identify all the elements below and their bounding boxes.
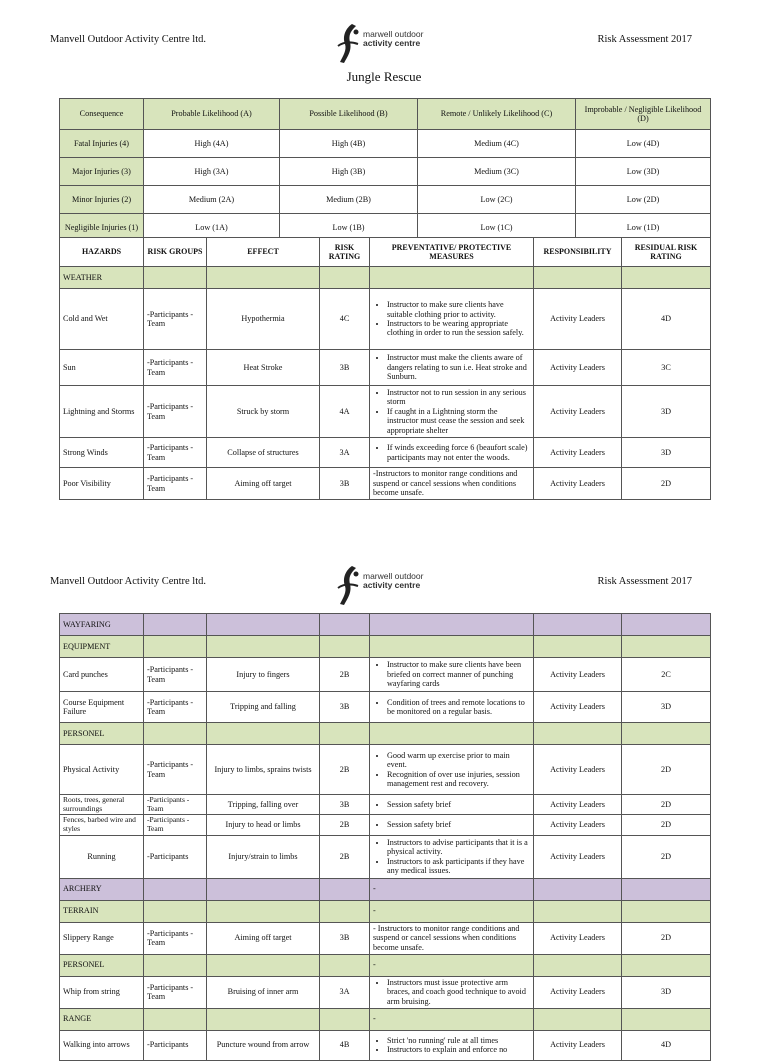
measure-item: • Instructor must make the clients aware of dangers relating to sun i.e. Heat stroke and Sunburn. (387, 353, 530, 381)
measure-item: • Instructors to ask participants if they have any medical issues. (387, 857, 530, 876)
residual-cell: 2C (622, 658, 711, 692)
measure-item: • Instructor to make sure clients have suitable clothing prior to activity. (387, 300, 530, 319)
measures-cell (370, 289, 534, 350)
effect-cell: Tripping and falling (207, 692, 320, 723)
effect-cell: Injury to fingers (207, 658, 320, 692)
measures-cell (370, 815, 534, 835)
measure-item: • Condition of trees and remote locations to be monitored on a regular basis. (387, 698, 530, 717)
effect-cell: Collapse of structures (207, 438, 320, 468)
residual-cell: 2D (622, 468, 711, 500)
table-row (60, 692, 711, 723)
logo-mark-icon (336, 564, 364, 610)
groups-cell: -Participants -Team (144, 350, 207, 386)
likelihood-header: Possible Likelihood (B) (280, 99, 418, 130)
measure-item: • Instructor to make sure clients have been briefed on correct manner of punching wayfaring cards (387, 660, 530, 688)
measure-item: • Good warm up exercise prior to main event. (387, 751, 530, 770)
col-header: EFFECT (207, 238, 320, 267)
groups-cell: -Participants -Team (144, 658, 207, 692)
rating-cell: Low (1C) (418, 214, 576, 242)
residual-cell: 2D (622, 835, 711, 878)
groups-cell: -Participants -Team (144, 468, 207, 500)
likelihood-row (60, 186, 711, 214)
rating-cell: 3A (320, 438, 370, 468)
rating-cell: Low (1D) (576, 214, 711, 242)
rating-cell: 3A (320, 976, 370, 1008)
rating-cell: 3B (320, 922, 370, 954)
effect-cell: Heat Stroke (207, 350, 320, 386)
col-header: RESIDUAL RISK RATING (622, 238, 711, 267)
section-row (60, 954, 711, 976)
section-row (60, 636, 711, 658)
responsibility-cell: Activity Leaders (534, 795, 622, 815)
responsibility-cell: Activity Leaders (534, 386, 622, 438)
hazard-cell: Physical Activity (60, 745, 144, 795)
section-label: PERSONEL (60, 723, 144, 745)
responsibility-cell: Activity Leaders (534, 922, 622, 954)
effect-cell: Injury/strain to limbs (207, 835, 320, 878)
groups-cell: -Participants (144, 1030, 207, 1060)
rating-cell: 2B (320, 835, 370, 878)
rating-cell: Medium (3C) (418, 158, 576, 186)
likelihood-row (60, 130, 711, 158)
hazard-cell: Fences, barbed wire and styles (60, 815, 144, 835)
logo-line2: activity centre (363, 38, 421, 48)
consequence-cell: Minor Injuries (2) (60, 186, 144, 214)
responsibility-cell: Activity Leaders (534, 976, 622, 1008)
rating-cell: 2B (320, 745, 370, 795)
responsibility-cell: Activity Leaders (534, 658, 622, 692)
hazard-cell: Slippery Range (60, 922, 144, 954)
section-label: PERSONEL (60, 954, 144, 976)
rating-cell: Medium (4C) (418, 130, 576, 158)
section-row (60, 1008, 711, 1030)
col-header: PREVENTATIVE/ PROTECTIVE MEASURES (370, 238, 534, 267)
rating-cell: Low (2C) (418, 186, 576, 214)
groups-cell: -Participants -Team (144, 815, 207, 835)
risk-table-page2 (59, 613, 711, 1061)
measure-item: • Session safety brief (387, 800, 530, 809)
residual-cell: 4D (622, 289, 711, 350)
page-header (50, 22, 692, 72)
hazard-cell: Sun (60, 350, 144, 386)
rating-cell: 4A (320, 386, 370, 438)
effect-cell: Hypothermia (207, 289, 320, 350)
rating-cell: Low (4D) (576, 130, 711, 158)
hazard-cell: Card punches (60, 658, 144, 692)
effect-cell: Aiming off target (207, 922, 320, 954)
hazard-cell: Cold and Wet (60, 289, 144, 350)
responsibility-cell: Activity Leaders (534, 815, 622, 835)
section-dash: - (370, 900, 534, 922)
section-dash: - (370, 1008, 534, 1030)
table-row (60, 350, 711, 386)
logo (336, 564, 436, 610)
rating-cell: 4B (320, 1030, 370, 1060)
measure-item: • If winds exceeding force 6 (beaufort scale) participants may not enter the woods. (387, 443, 530, 462)
responsibility-cell: Activity Leaders (534, 438, 622, 468)
section-label: WEATHER (60, 267, 144, 289)
likelihood-header-row (60, 99, 711, 130)
groups-cell: -Participants -Team (144, 922, 207, 954)
col-header: RESPONSIBILITY (534, 238, 622, 267)
section-row (60, 614, 711, 636)
rating-cell: Low (3D) (576, 158, 711, 186)
measures-cell: -Instructors to monitor range conditions and suspend or cancel sessions when conditions become unsafe. (370, 468, 534, 500)
measure-item: • Recognition of over use injuries, session management rest and recovery. (387, 770, 530, 789)
measure-item: • Instructors to be wearing appropriate clothing in order to run the session safely. (387, 319, 530, 338)
measures-cell (370, 1030, 534, 1060)
groups-cell: -Participants -Team (144, 386, 207, 438)
residual-cell: 4D (622, 1030, 711, 1060)
effect-cell: Injury to head or limbs (207, 815, 320, 835)
section-label: ARCHERY (60, 878, 144, 900)
residual-cell: 3D (622, 692, 711, 723)
table-row (60, 976, 711, 1008)
hazard-cell: Poor Visibility (60, 468, 144, 500)
residual-cell: 2D (622, 745, 711, 795)
section-label: WAYFARING (60, 614, 144, 636)
rating-cell: 3B (320, 468, 370, 500)
measure-item: • Instructors must issue protective arm braces, and coach good technique to avoid arm bruising. (387, 978, 530, 1006)
table-row (60, 1030, 711, 1060)
table-row (60, 289, 711, 350)
rating-cell: Medium (2A) (144, 186, 280, 214)
section-dash: - (370, 878, 534, 900)
measures-cell (370, 438, 534, 468)
hazard-cell: Roots, trees, general surroundings (60, 795, 144, 815)
risk-table-page1 (59, 237, 711, 500)
hazard-cell: Lightning and Storms (60, 386, 144, 438)
groups-cell: -Participants -Team (144, 289, 207, 350)
rating-cell: High (4B) (280, 130, 418, 158)
section-row (60, 267, 711, 289)
table-row (60, 658, 711, 692)
table-row (60, 438, 711, 468)
logo-line1: marwell outdoor (363, 29, 424, 39)
residual-cell: 2D (622, 922, 711, 954)
measures-cell (370, 692, 534, 723)
rating-cell: Low (1B) (280, 214, 418, 242)
responsibility-cell: Activity Leaders (534, 468, 622, 500)
rating-cell: 3B (320, 692, 370, 723)
measures-cell (370, 745, 534, 795)
measures-cell (370, 658, 534, 692)
logo-line2: activity centre (363, 580, 421, 590)
effect-cell: Aiming off target (207, 468, 320, 500)
rating-cell: High (3B) (280, 158, 418, 186)
consequence-cell: Fatal Injuries (4) (60, 130, 144, 158)
measures-cell (370, 976, 534, 1008)
section-row (60, 723, 711, 745)
table-row (60, 815, 711, 835)
responsibility-cell: Activity Leaders (534, 350, 622, 386)
section-row (60, 900, 711, 922)
section-label: TERRAIN (60, 900, 144, 922)
rating-cell: 3B (320, 350, 370, 386)
rating-cell: 2B (320, 815, 370, 835)
groups-cell: -Participants -Team (144, 745, 207, 795)
measures-cell (370, 386, 534, 438)
table-row (60, 795, 711, 815)
groups-cell: -Participants -Team (144, 692, 207, 723)
measures-cell (370, 835, 534, 878)
measure-item: • Instructor not to run session in any serious storm (387, 388, 530, 407)
measure-item: • Instructors to advise participants that it is a physical activity. (387, 838, 530, 857)
section-dash: - (370, 954, 534, 976)
section-row (60, 878, 711, 900)
rating-cell: 3B (320, 795, 370, 815)
effect-cell: Struck by storm (207, 386, 320, 438)
residual-cell: 3C (622, 350, 711, 386)
consequence-cell: Negligible Injuries (1) (60, 214, 144, 242)
responsibility-cell: Activity Leaders (534, 835, 622, 878)
groups-cell: -Participants (144, 835, 207, 878)
residual-cell: 3D (622, 438, 711, 468)
groups-cell: -Participants -Team (144, 976, 207, 1008)
measure-item: • Session safety brief (387, 820, 530, 829)
section-label: EQUIPMENT (60, 636, 144, 658)
hazard-cell: Walking into arrows (60, 1030, 144, 1060)
measure-item: • Instructors to explain and enforce no (387, 1045, 530, 1054)
rating-cell: 4C (320, 289, 370, 350)
effect-cell: Injury to limbs, sprains twists (207, 745, 320, 795)
measure-item: • If caught in a Lightning storm the instructor must cease the session and seek appropriate shelter (387, 407, 530, 435)
effect-cell: Bruising of inner arm (207, 976, 320, 1008)
residual-cell: 2D (622, 795, 711, 815)
org-name: Manvell Outdoor Activity Centre ltd. (50, 576, 207, 587)
table-row (60, 922, 711, 954)
groups-cell: -Participants -Team (144, 795, 207, 815)
rating-cell: Medium (2B) (280, 186, 418, 214)
measures-cell: - Instructors to monitor range conditions and suspend or cancel sessions when conditions become unsafe. (370, 922, 534, 954)
likelihood-row (60, 158, 711, 186)
risk-header-row (60, 238, 711, 267)
logo-mark-icon (336, 22, 364, 68)
rating-cell: 2B (320, 658, 370, 692)
rating-cell: Low (2D) (576, 186, 711, 214)
residual-cell: 3D (622, 386, 711, 438)
rating-cell: High (4A) (144, 130, 280, 158)
consequence-cell: Major Injuries (3) (60, 158, 144, 186)
measure-item: • Strict 'no running' rule at all times (387, 1036, 530, 1045)
effect-cell: Puncture wound from arrow (207, 1030, 320, 1060)
likelihood-header: Remote / Unlikely Likelihood (C) (418, 99, 576, 130)
responsibility-cell: Activity Leaders (534, 692, 622, 723)
table-row (60, 468, 711, 500)
responsibility-cell: Activity Leaders (534, 1030, 622, 1060)
likelihood-matrix (59, 98, 711, 242)
residual-cell: 3D (622, 976, 711, 1008)
groups-cell: -Participants -Team (144, 438, 207, 468)
likelihood-header: Consequence (60, 99, 144, 130)
rating-cell: High (3A) (144, 158, 280, 186)
table-row (60, 745, 711, 795)
org-name: Manvell Outdoor Activity Centre ltd. (50, 34, 207, 45)
document-title: Jungle Rescue (346, 69, 422, 84)
hazard-cell: Running (60, 835, 144, 878)
likelihood-header: Improbable / Negligible Likelihood (D) (576, 99, 711, 130)
measures-cell (370, 350, 534, 386)
residual-cell: 2D (622, 815, 711, 835)
effect-cell: Tripping, falling over (207, 795, 320, 815)
hazard-cell: Whip from string (60, 976, 144, 1008)
page2-header (50, 564, 692, 614)
col-header: HAZARDS (60, 238, 144, 267)
logo-line1: marwell outdoor (363, 571, 424, 581)
responsibility-cell: Activity Leaders (534, 289, 622, 350)
table-row (60, 386, 711, 438)
rating-cell: Low (1A) (144, 214, 280, 242)
doc-label: Risk Assessment 2017 (597, 34, 692, 45)
table-row (60, 835, 711, 878)
section-label: RANGE (60, 1008, 144, 1030)
logo (336, 22, 436, 68)
responsibility-cell: Activity Leaders (534, 745, 622, 795)
col-header: RISK GROUPS (144, 238, 207, 267)
col-header: RISK RATING (320, 238, 370, 267)
likelihood-header: Probable Likelihood (A) (144, 99, 280, 130)
measures-cell (370, 795, 534, 815)
hazard-cell: Course Equipment Failure (60, 692, 144, 723)
doc-label: Risk Assessment 2017 (597, 576, 692, 587)
hazard-cell: Strong Winds (60, 438, 144, 468)
